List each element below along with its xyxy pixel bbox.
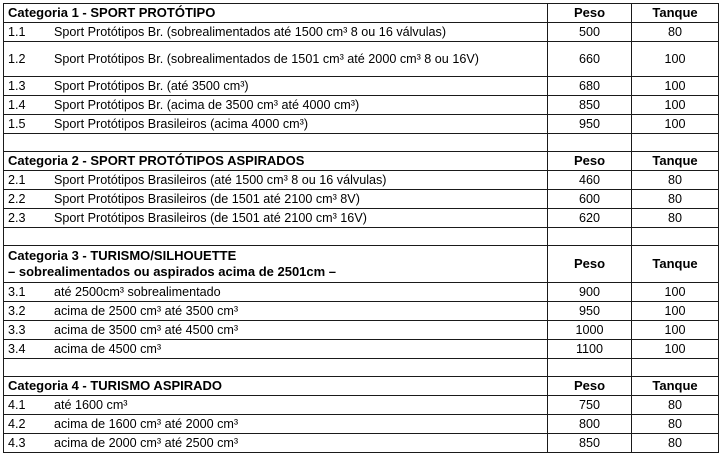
empty-cell [4,134,548,152]
row-description-cell [4,321,548,340]
row-description-cell [4,396,548,415]
row-number: 1.5 [8,117,26,131]
table-row [4,209,719,228]
table-row [4,42,719,77]
row-number: 4.3 [8,436,26,450]
row-number: 2.1 [8,173,26,187]
table-row [4,96,719,115]
empty-cell [632,134,719,152]
table-body [4,4,719,453]
spacer-row [4,359,719,377]
row-peso: 850 [548,96,632,115]
row-description-cell [4,42,548,77]
row-number: 3.3 [8,323,26,337]
row-description-cell [4,96,548,115]
table-row [4,396,719,415]
row-number: 2.2 [8,192,26,206]
category-title: Categoria 1 - SPORT PROTÓTIPO [4,4,548,23]
row-description: acima de 2000 cm³ até 2500 cm³ [54,436,239,450]
category-header-row [4,152,719,171]
row-tanque: 80 [632,209,719,228]
table-row [4,321,719,340]
row-description: Sport Protótipos Br. (sobrealimentados até 1500 cm³ 8 ou 16 válvulas) [54,25,447,39]
row-peso: 900 [548,283,632,302]
row-tanque: 100 [632,96,719,115]
row-description: Sport Protótipos Br. (sobrealimentados de 1501 cm³ até 2000 cm³ 8 ou 16V) [54,52,479,66]
row-description-cell [4,209,548,228]
row-description: acima de 2500 cm³ até 3500 cm³ [54,304,239,318]
row-tanque: 100 [632,283,719,302]
category-header-row [4,246,719,283]
row-tanque: 100 [632,302,719,321]
row-tanque: 100 [632,340,719,359]
row-peso: 800 [548,415,632,434]
empty-cell [4,359,548,377]
tanque-header: Tanque [632,4,719,23]
row-description: Sport Protótipos Brasileiros (de 1501 até 2100 cm³ 16V) [54,211,367,225]
category-header-row [4,4,719,23]
row-peso: 950 [548,115,632,134]
empty-cell [548,228,632,246]
row-description-cell [4,415,548,434]
empty-cell [632,359,719,377]
row-tanque: 80 [632,171,719,190]
peso-header: Peso [548,246,632,283]
row-tanque: 100 [632,321,719,340]
row-description-cell [4,190,548,209]
row-tanque: 80 [632,415,719,434]
table-row [4,77,719,96]
category-subtitle: – sobrealimentados ou aspirados acima de 2501cm – [8,264,337,279]
row-peso: 460 [548,171,632,190]
row-peso: 600 [548,190,632,209]
table-row [4,283,719,302]
row-peso: 750 [548,396,632,415]
row-peso: 850 [548,434,632,453]
row-description-cell [4,302,548,321]
table-row [4,434,719,453]
row-description-cell [4,340,548,359]
row-description: Sport Protótipos Br. (acima de 3500 cm³ até 4000 cm³) [54,98,360,112]
empty-cell [4,228,548,246]
row-peso: 680 [548,77,632,96]
row-number: 4.1 [8,398,26,412]
row-description: até 1600 cm³ [54,398,128,412]
row-description-cell [4,115,548,134]
row-tanque: 80 [632,434,719,453]
peso-header: Peso [548,152,632,171]
row-peso: 620 [548,209,632,228]
row-peso: 660 [548,42,632,77]
row-tanque: 100 [632,115,719,134]
table-row [4,340,719,359]
table-row [4,115,719,134]
row-description-cell [4,77,548,96]
row-number: 4.2 [8,417,26,431]
row-description-cell [4,283,548,302]
tanque-header: Tanque [632,377,719,396]
table-row [4,415,719,434]
table-row [4,171,719,190]
row-description: Sport Protótipos Brasileiros (até 1500 cm³ 8 ou 16 válvulas) [54,173,387,187]
row-number: 1.3 [8,79,26,93]
row-number: 3.4 [8,342,26,356]
row-tanque: 80 [632,190,719,209]
category-title-cell [4,246,548,283]
peso-header: Peso [548,4,632,23]
row-number: 1.1 [8,25,26,39]
row-number: 2.3 [8,211,26,225]
row-peso: 950 [548,302,632,321]
row-description: acima de 3500 cm³ até 4500 cm³ [54,323,239,337]
row-number: 3.2 [8,304,26,318]
row-peso: 1000 [548,321,632,340]
row-tanque: 80 [632,396,719,415]
weight-tank-table [3,3,719,453]
spacer-row [4,134,719,152]
table-row [4,302,719,321]
row-description: acima de 1600 cm³ até 2000 cm³ [54,417,239,431]
row-description: Sport Protótipos Br. (até 3500 cm³) [54,79,249,93]
row-number: 1.4 [8,98,26,112]
row-peso: 500 [548,23,632,42]
row-number: 1.2 [8,52,26,66]
category-title: Categoria 4 - TURISMO ASPIRADO [4,377,548,396]
row-description: Sport Protótipos Brasileiros (de 1501 até 2100 cm³ 8V) [54,192,360,206]
empty-cell [548,359,632,377]
spacer-row [4,228,719,246]
category-header-row [4,377,719,396]
table-row [4,23,719,42]
empty-cell [632,228,719,246]
row-tanque: 100 [632,42,719,77]
row-description-cell [4,171,548,190]
category-title: Categoria 3 - TURISMO/SILHOUETTE [8,248,237,263]
tanque-header: Tanque [632,246,719,283]
row-description-cell [4,434,548,453]
row-description-cell [4,23,548,42]
row-tanque: 100 [632,77,719,96]
row-description: Sport Protótipos Brasileiros (acima 4000 cm³) [54,117,309,131]
row-description: acima de 4500 cm³ [54,342,162,356]
table-row [4,190,719,209]
category-title: Categoria 2 - SPORT PROTÓTIPOS ASPIRADOS [4,152,548,171]
row-tanque: 80 [632,23,719,42]
tanque-header: Tanque [632,152,719,171]
row-description: até 2500cm³ sobrealimentado [54,285,221,299]
empty-cell [548,134,632,152]
row-number: 3.1 [8,285,26,299]
row-peso: 1100 [548,340,632,359]
peso-header: Peso [548,377,632,396]
